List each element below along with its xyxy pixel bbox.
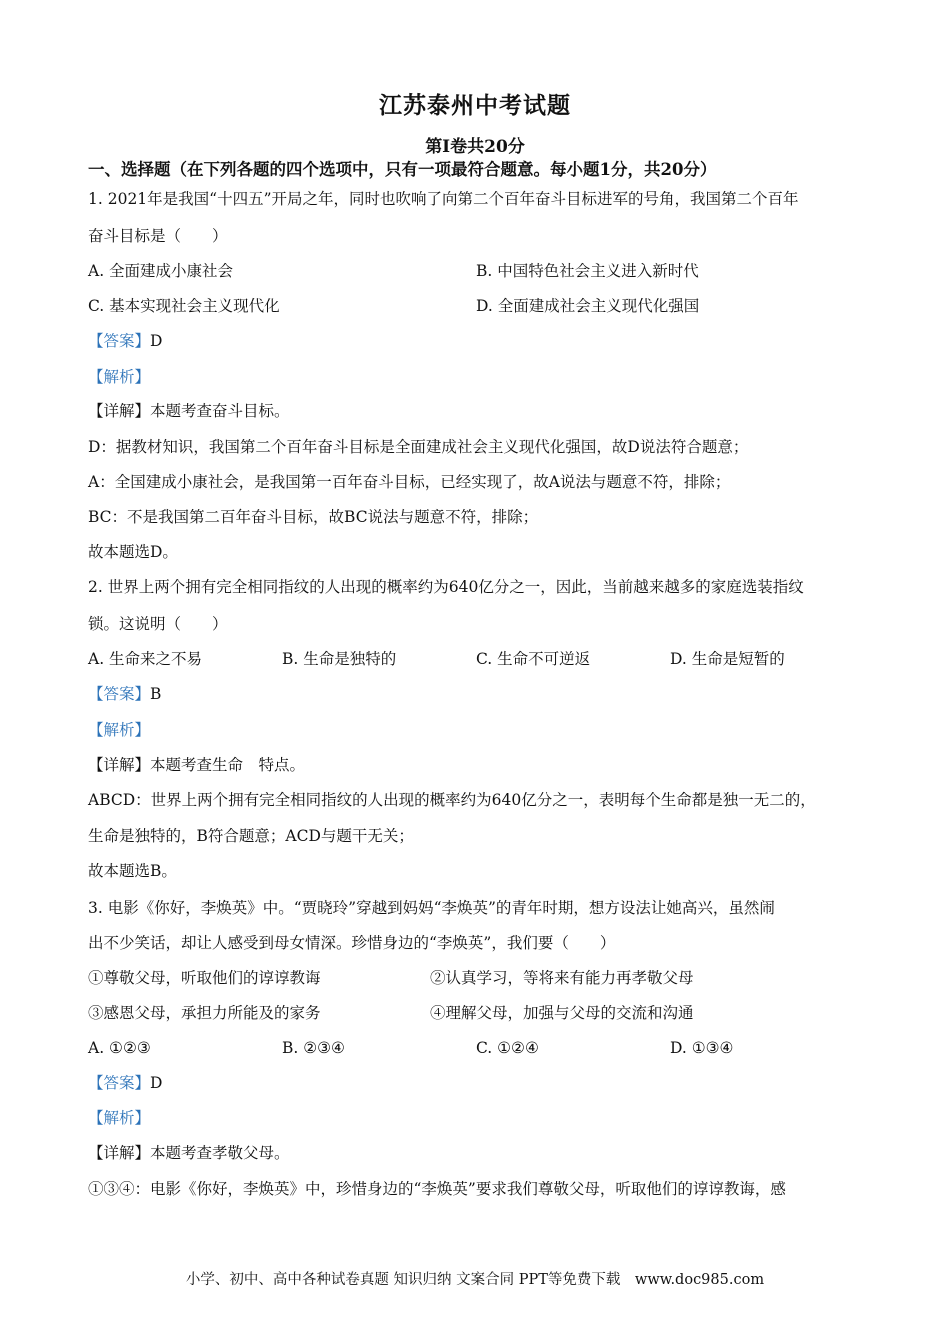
q3-statement-1: ①尊敬父母，听取他们的谆谆教诲	[88, 969, 321, 987]
q2-option-b: B. 生命是独特的	[282, 650, 397, 668]
q1-explanation-1: D：据教材知识，我国第二个百年奋斗目标是全面建成社会主义现代化强国，故D说法符合题意；	[88, 438, 749, 456]
q1-stem-line1: 1. 2021年是我国“十四五”开局之年，同时也吹响了向第二个百年奋斗目标进军的号角，我国第二个百年	[88, 190, 799, 208]
q2-explanation-1: ABCD：世界上两个拥有完全相同指纹的人出现的概率约为640亿分之一，表明每个生命都是独一无二的，	[88, 791, 816, 809]
q3-statement-4: ④理解父母，加强与父母的交流和沟通	[430, 1004, 694, 1022]
q1-explanation-3: BC：不是我国第二百年奋斗目标，故BC说法与题意不符，排除；	[88, 508, 539, 526]
q2-option-d: D. 生命是短暂的	[670, 650, 785, 668]
q3-option-d: D. ①③④	[670, 1039, 734, 1057]
answer-tag: 【答案】	[88, 1074, 151, 1092]
q2-stem-line1: 2. 世界上两个拥有完全相同指纹的人出现的概率约为640亿分之一，因此，当前越来越多的家庭选装指纹	[88, 578, 804, 596]
q3-option-a: A. ①②③	[88, 1039, 151, 1057]
q1-option-d: D. 全面建成社会主义现代化强国	[476, 297, 700, 315]
q1-analysis-tag: 【解析】	[88, 368, 151, 386]
q2-stem-line2: 锁。这说明（ ）	[88, 615, 228, 633]
q2-answer	[88, 684, 161, 704]
q1-explanation-2: A：全国建成小康社会，是我国第一百年奋斗目标，已经实现了，故A说法与题意不符，排除；	[88, 473, 731, 491]
q1-detail: 【详解】本题考查奋斗目标。	[88, 402, 290, 420]
q3-stem-line2: 出不少笑话，却让人感受到母女情深。珍惜身边的“李焕英”，我们要（ ）	[88, 934, 616, 952]
q2-option-a: A. 生命来之不易	[88, 650, 203, 668]
answer-value: B	[150, 685, 162, 703]
q3-answer	[88, 1073, 162, 1093]
section-heading: 一、选择题（在下列各题的四个选项中，只有一项最符合题意。每小题1分，共20分）	[88, 160, 717, 179]
q2-analysis-tag: 【解析】	[88, 721, 151, 739]
q2-detail: 【详解】本题考查生命 特点。	[88, 756, 306, 774]
answer-tag: 【答案】	[88, 685, 151, 703]
q3-detail: 【详解】本题考查孝敬父母。	[88, 1144, 290, 1162]
q1-option-a: A. 全面建成小康社会	[88, 262, 234, 280]
q3-option-b: B. ②③④	[282, 1039, 345, 1057]
q2-explanation-3: 故本题选B。	[88, 862, 177, 880]
q1-option-b: B. 中国特色社会主义进入新时代	[476, 262, 699, 280]
q3-option-c: C. ①②④	[476, 1039, 539, 1057]
q2-explanation-2: 生命是独特的，B符合题意；ACD与题干无关；	[88, 827, 414, 845]
q3-statement-2: ②认真学习，等将来有能力再孝敬父母	[430, 969, 694, 987]
q1-explanation-4: 故本题选D。	[88, 543, 178, 561]
q2-option-c: C. 生命不可逆返	[476, 650, 591, 668]
answer-value: D	[150, 1074, 163, 1092]
q1-option-c: C. 基本实现社会主义现代化	[88, 297, 280, 315]
q1-stem-line2: 奋斗目标是（ ）	[88, 227, 228, 245]
page-subtitle: 第Ⅰ卷共20分	[425, 137, 525, 157]
q3-stem-line1: 3. 电影《你好，李焕英》中。“贾晓玲”穿越到妈妈“李焕英”的青年时期，想方设法让她高兴，虽然闹	[88, 899, 775, 917]
q3-statement-3: ③感恩父母，承担力所能及的家务	[88, 1004, 321, 1022]
page-footer: 小学、初中、高中各种试卷真题 知识归纳 文案合同 PPT等免费下载 www.doc985.com	[185, 1272, 765, 1288]
q1-answer	[88, 331, 162, 351]
q3-analysis-tag: 【解析】	[88, 1109, 151, 1127]
page-title: 江苏泰州中考试题	[379, 92, 571, 119]
q3-explanation-1: ①③④：电影《你好，李焕英》中，珍惜身边的“李焕英”要求我们尊敬父母，听取他们的谆谆教诲，感	[88, 1180, 786, 1198]
answer-tag: 【答案】	[88, 332, 151, 350]
answer-value: D	[150, 332, 163, 350]
